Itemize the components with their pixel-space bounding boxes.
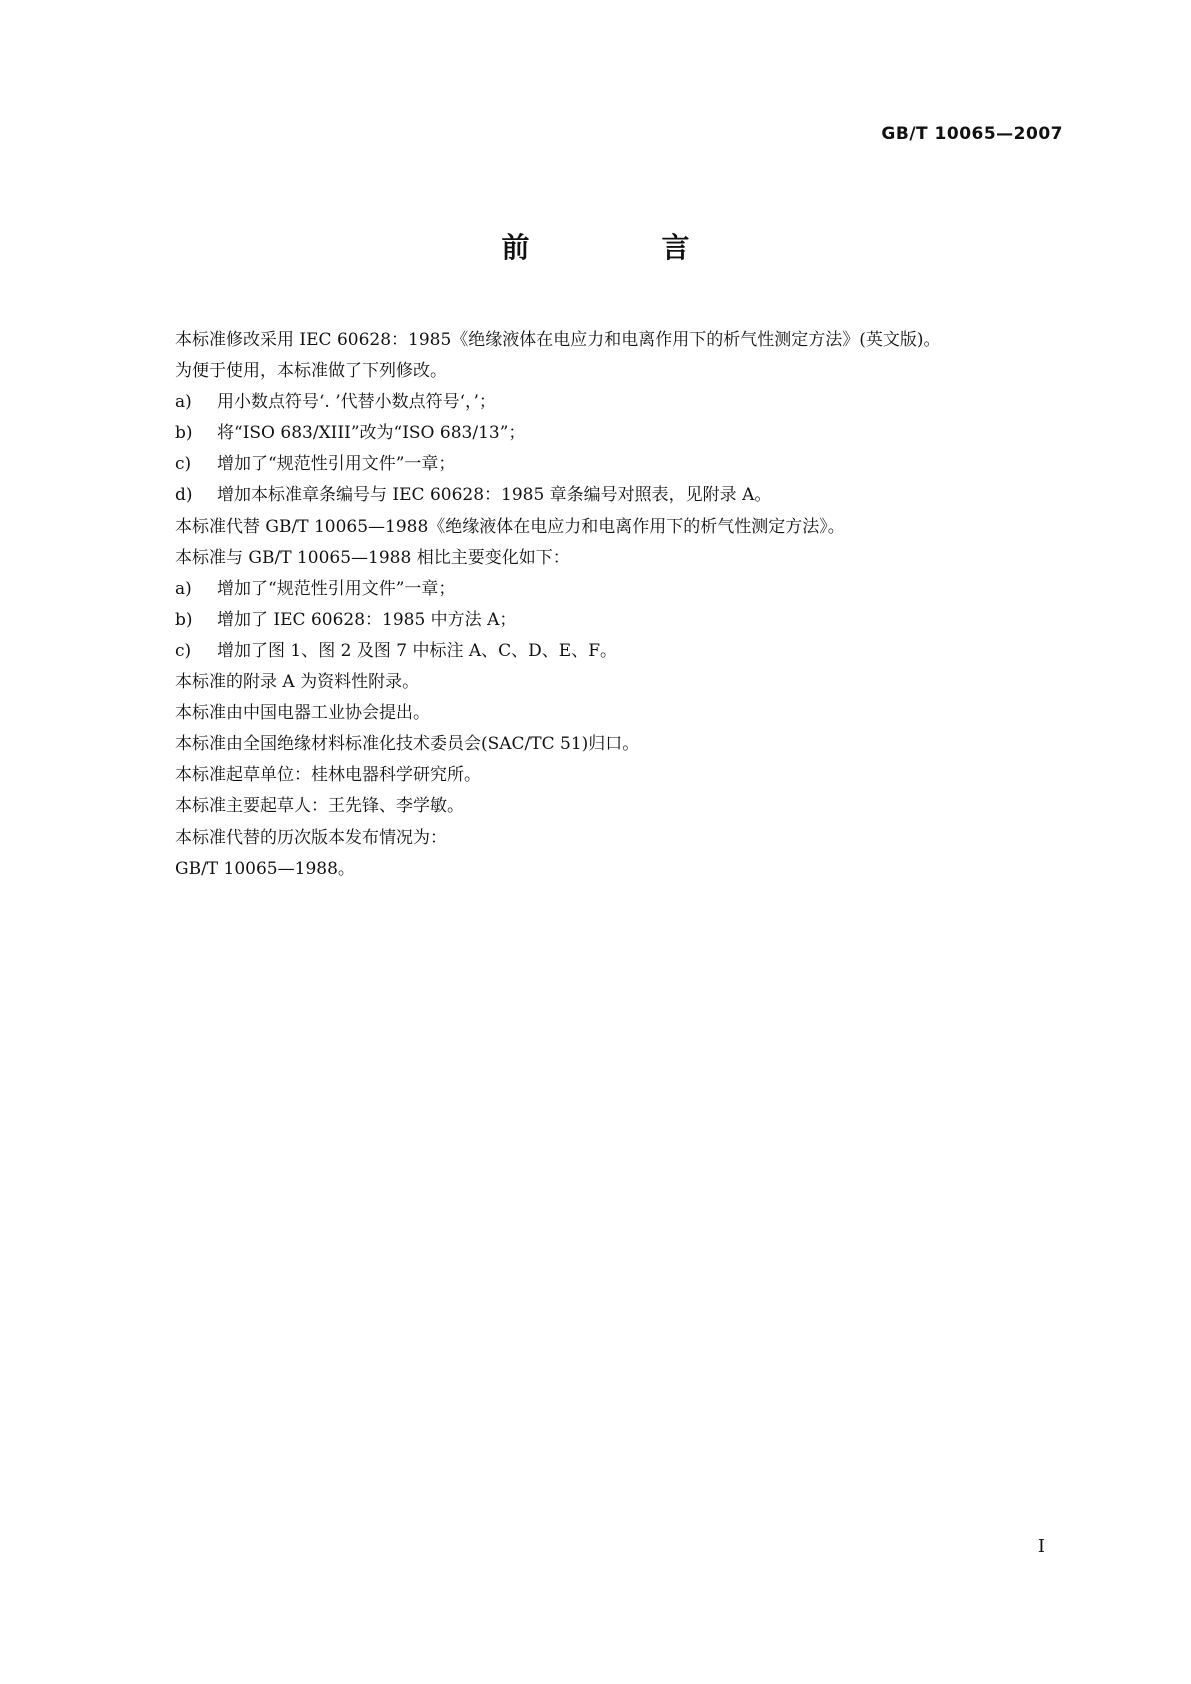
body-text: [175, 325, 1075, 885]
modification-item: [175, 449, 1075, 480]
modification-item: [175, 387, 1075, 418]
closing-paragraph: 本标准起草单位：桂林电器科学研究所。: [175, 765, 481, 786]
changes-intro: 本标准与 GB/T 10065—1988 相比主要变化如下：: [175, 547, 570, 568]
closing-paragraph: 本标准由全国绝缘材料标准化技术委员会(SAC/TC 51)归口。: [175, 734, 640, 755]
list-marker: b): [175, 423, 193, 444]
list-marker: c): [175, 454, 192, 475]
closing-paragraph: 本标准由中国电器工业协会提出。: [175, 703, 430, 724]
list-item-text: 增加了图 1、图 2 及图 7 中标注 A、C、D、E、F。: [217, 640, 617, 661]
intro-paragraph: 为便于使用，本标准做了下列修改。: [175, 361, 447, 382]
standard-code: GB/T 10065—2007: [881, 124, 1063, 144]
list-item-text: 增加本标准章条编号与 IEC 60628：1985 章条编号对照表，见附录 A。: [217, 485, 772, 506]
list-marker: a): [175, 578, 192, 599]
list-marker: c): [175, 640, 192, 661]
list-item-text: 增加了 IEC 60628：1985 中方法 A；: [217, 609, 517, 630]
modification-item: [175, 418, 1075, 449]
page-number: I: [1037, 1536, 1045, 1557]
change-item: [175, 605, 1075, 636]
closing-paragraph: 本标准的附录 A 为资料性附录。: [175, 672, 420, 693]
list-item-text: 将“ISO 683/XIII”改为“ISO 683/13”；: [217, 423, 526, 444]
list-marker: d): [175, 485, 193, 506]
list-marker: b): [175, 609, 193, 630]
page-title: 前 言: [501, 231, 742, 264]
list-item-text: 增加了“规范性引用文件”一章；: [217, 578, 456, 599]
change-item: [175, 636, 1075, 667]
closing-paragraph: GB/T 10065—1988。: [175, 858, 355, 879]
replace-statement: 本标准代替 GB/T 10065—1988《绝缘液体在电应力和电离作用下的析气性测定方法》。: [175, 516, 845, 537]
change-item: [175, 574, 1075, 605]
list-item-text: 用小数点符号‘. ’代替小数点符号‘，’；: [217, 392, 496, 413]
intro-paragraph: 本标准修改采用 IEC 60628：1985《绝缘液体在电应力和电离作用下的析气性测定方法》(英文版)。: [175, 330, 941, 350]
closing-paragraph: 本标准代替的历次版本发布情况为：: [175, 827, 447, 848]
list-item-text: 增加了“规范性引用文件”一章；: [217, 454, 456, 475]
list-marker: a): [175, 392, 192, 413]
modification-item: [175, 480, 1075, 511]
closing-paragraph: 本标准主要起草人：王先锋、李学敏。: [175, 796, 464, 817]
